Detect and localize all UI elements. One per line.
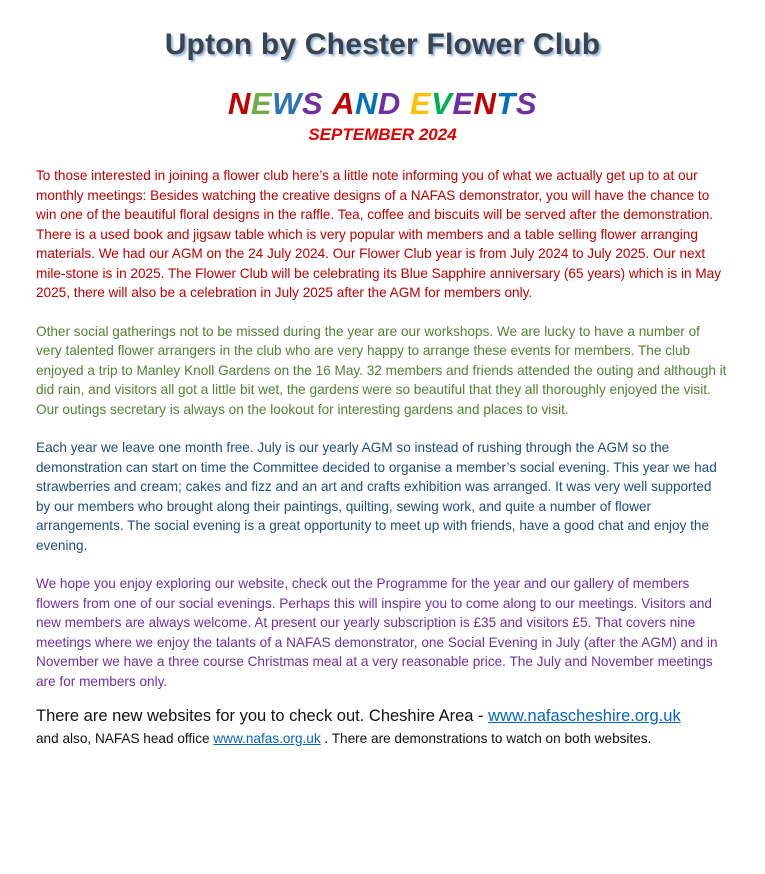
- nafas-head-office-link[interactable]: www.nafas.org.uk: [213, 731, 321, 746]
- heading-letter: E: [409, 86, 432, 121]
- heading-letter: E: [250, 86, 273, 121]
- websites-intro-text: There are new websites for you to check out. Cheshire Area -: [36, 707, 489, 725]
- nafas-suffix-text: . There are demonstrations to watch on both websites.: [320, 731, 652, 746]
- heading-letter: V: [431, 86, 453, 121]
- paragraph-social-evening: Each year we leave one month free. July is our yearly AGM so instead of rushing through the AGM so the demonstration can start on time the Committee decided to organise a member’s social evening. This year we had strawberries and cream; cakes and fizz and an art and crafts exhibition was arranged. It was very well supported by our members who brought along their paintings, quilting, sewing work, and quite a number of flower arrangements. The social evening is a great opportunity to meet up with friends, have a good chat and enjoy the evening.: [36, 440, 717, 553]
- heading-letter: [401, 86, 410, 121]
- nafas-line: [36, 729, 729, 748]
- heading-letter: A: [332, 86, 356, 121]
- heading-letter: E: [452, 86, 474, 121]
- month-subtitle: SEPTEMBER 2024: [308, 125, 457, 144]
- heading-letter: D: [377, 86, 401, 121]
- news-and-events-heading: [36, 86, 729, 122]
- websites-line: [36, 705, 729, 727]
- nafas-intro-text: and also, NAFAS head office: [36, 731, 214, 746]
- heading-letter: N: [355, 86, 378, 121]
- heading-letter: S: [515, 86, 538, 121]
- heading-letter: N: [473, 86, 497, 121]
- heading-letter: [323, 86, 332, 121]
- paragraph-social-gatherings: Other social gatherings not to be missed during the year are our workshops. We are lucky to have a number of very talented flower arrangers in the club who are very happy to arrange these events for members. The club enjoyed a trip to Manley Knoll Gardens on the 16 May. 32 members and friends attended the outing and although it did rain, and visitors all got a little bit wet, the gardens were so beautiful that they all thoroughly enjoyed the visit. Our outings secretary is always on the lookout for interesting gardens and places to visit.: [36, 323, 727, 417]
- paragraph-website: We hope you enjoy exploring our website, check out the Programme for the year and our gallery of members flowers from one of our social evenings. Perhaps this will inspire you to come along to our meetings. Visitors and new members are always welcome. At present our yearly subscription is £35 and visitors £5. That covers nine meetings where we enjoy the talants of a NAFAS demonstrator, one Social Evening in July (after the AGM) and in November we have a three course Christmas meal at a very reasonable price. The July and November meetings are for members only.: [36, 576, 718, 689]
- cheshire-area-link[interactable]: www.nafascheshire.org.uk: [488, 707, 681, 725]
- heading-letter: S: [301, 86, 324, 121]
- page-title: Upton by Chester Flower Club: [164, 28, 601, 61]
- heading-letter: T: [496, 86, 516, 121]
- paragraph-meetings: To those interested in joining a flower club here’s a little note informing you of what we actually get up to at our monthly meetings: Besides watching the creative designs of a NAFAS demonstrator, you will have the chance to win one of the beautiful floral designs in the raffle. Tea, coffee and biscuits will be served after the demonstration. There is a used book and jigsaw table which is very popular with members and a table selling flower arranging materials. We had our AGM on the 24 July 2024. Our Flower Club year is from July 2024 to July 2025. Our next mile-stone is in 2025. The Flower Club will be celebrating its Blue Sapphire anniversary (65 years) which is in May 2025, there will also be a celebration in July 2025 after the AGM for members only.: [36, 168, 722, 300]
- heading-letter: N: [227, 86, 251, 121]
- heading-letter: W: [272, 86, 302, 121]
